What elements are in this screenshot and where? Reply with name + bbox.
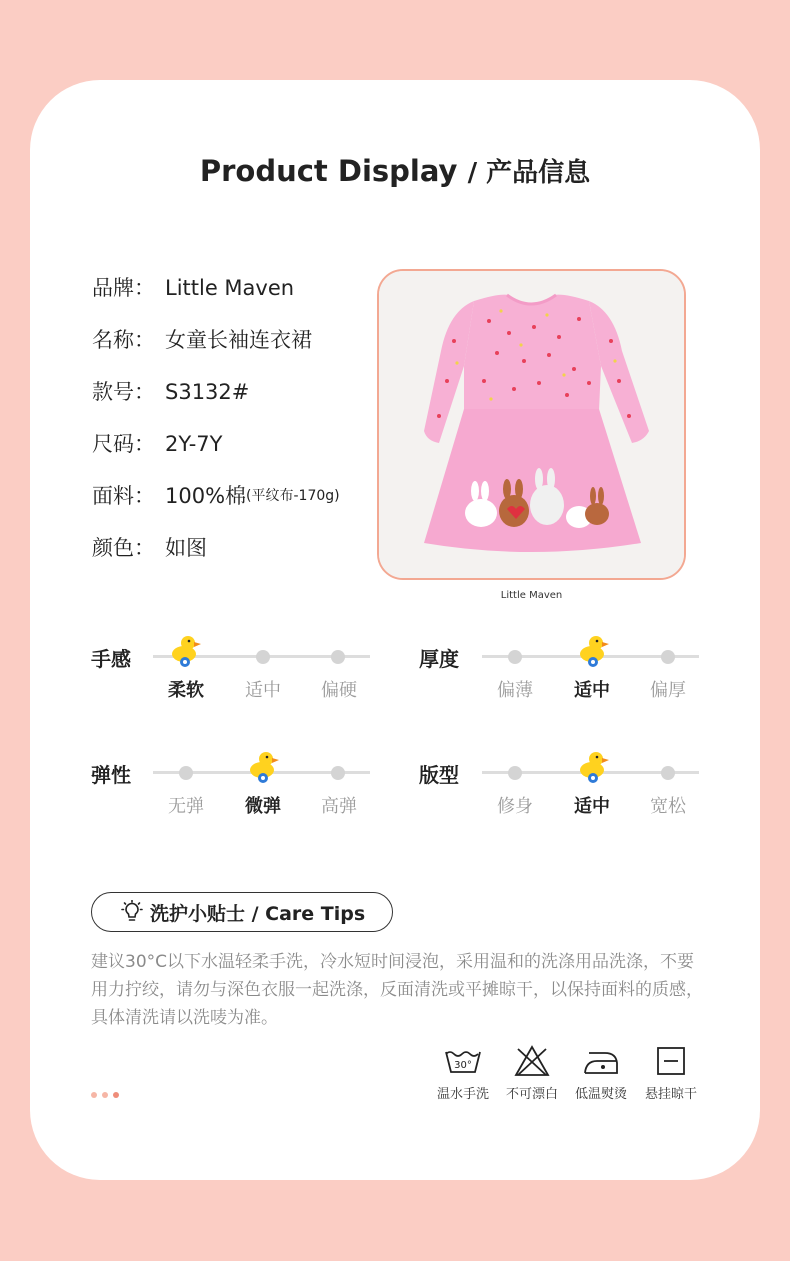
attribute-option: 偏厚 [650, 680, 686, 701]
info-value: Little Maven [165, 276, 295, 300]
info-value: 100%棉 [165, 484, 247, 508]
info-row-color [92, 532, 340, 584]
slider-dot [661, 766, 675, 780]
attribute-label: 手感 [91, 647, 131, 671]
info-row-size [92, 428, 340, 480]
attribute-option-selected: 微弹 [245, 796, 281, 817]
attribute-label: 厚度 [419, 647, 459, 671]
care-instructions: 建议30°C以下水温轻柔手洗，冷水短时间浸泡，采用温和的洗涤用品洗涤，不要用力拧绞，请勿与深色衣服一起洗涤，反面清洗或平摊晾干，以保持面料的质感，具体清洗请以洗唛为准。 [91, 952, 703, 1028]
info-row-name [92, 324, 340, 376]
care-tips-title: 洗护小贴士 / Care Tips [150, 902, 366, 925]
duck-marker-icon [246, 748, 280, 784]
attribute-option: 偏薄 [497, 680, 533, 701]
info-row-style-number [92, 376, 340, 428]
page-dot-active [113, 1092, 119, 1098]
attribute-option: 宽松 [650, 796, 686, 817]
low-iron-icon [581, 1045, 621, 1077]
page-dot [102, 1092, 108, 1098]
duck-marker-icon [576, 632, 610, 668]
info-label: 名称： [92, 328, 155, 352]
product-photo [377, 269, 686, 580]
duck-marker-icon [168, 632, 202, 668]
attribute-option: 适中 [245, 680, 281, 701]
info-value: S3132# [165, 380, 250, 404]
slider-dot [256, 650, 270, 664]
care-item-hang-dry [636, 1045, 706, 1102]
attribute-option: 高弹 [321, 796, 357, 817]
care-item-hand-wash [428, 1045, 498, 1102]
hang-dry-icon [651, 1045, 691, 1077]
info-label: 尺码： [92, 432, 155, 456]
product-info-list [92, 272, 340, 584]
title-main: Product Display [199, 154, 458, 188]
info-row-brand [92, 272, 340, 324]
attribute-option: 无弹 [168, 796, 204, 817]
care-label: 悬挂晾干 [644, 1087, 697, 1102]
duck-marker-icon [576, 748, 610, 784]
page-indicator [91, 1092, 119, 1098]
attribute-option-selected: 柔软 [168, 680, 204, 701]
attribute-option-selected: 适中 [574, 680, 610, 701]
slider-dot [661, 650, 675, 664]
info-label: 品牌： [92, 276, 155, 300]
slider-dot [508, 766, 522, 780]
lightbulb-icon [120, 900, 144, 924]
title-sub: / 产品信息 [467, 158, 591, 188]
slider-dot [331, 766, 345, 780]
info-label: 颜色： [92, 536, 155, 560]
no-bleach-icon [512, 1045, 552, 1077]
info-value: 女童长袖连衣裙 [165, 328, 312, 352]
attribute-label: 版型 [419, 763, 459, 787]
attribute-option: 修身 [497, 796, 533, 817]
hand-wash-30-icon [443, 1045, 483, 1077]
care-item-low-iron [566, 1045, 636, 1102]
slider-dot [179, 766, 193, 780]
care-item-no-bleach [497, 1045, 567, 1102]
wash-temp: 30° [454, 1060, 472, 1071]
care-label: 不可漂白 [505, 1087, 558, 1102]
care-label: 温水手洗 [436, 1087, 489, 1102]
care-tips-header [91, 892, 393, 932]
info-value: 如图 [165, 536, 207, 560]
care-label: 低温熨烫 [574, 1087, 627, 1102]
attribute-label: 弹性 [91, 763, 131, 787]
attribute-option-selected: 适中 [574, 796, 610, 817]
page-dot [91, 1092, 97, 1098]
page-title [0, 152, 790, 189]
info-label: 面料： [92, 484, 155, 508]
dress-illustration [379, 271, 684, 578]
photo-caption: Little Maven [500, 590, 563, 601]
slider-dot [331, 650, 345, 664]
info-value: 2Y-7Y [165, 432, 223, 456]
info-row-fabric [92, 480, 340, 532]
info-note: (平纹布-170g) [246, 488, 340, 504]
slider-dot [508, 650, 522, 664]
attribute-option: 偏硬 [321, 680, 357, 701]
info-label: 款号： [92, 380, 155, 404]
